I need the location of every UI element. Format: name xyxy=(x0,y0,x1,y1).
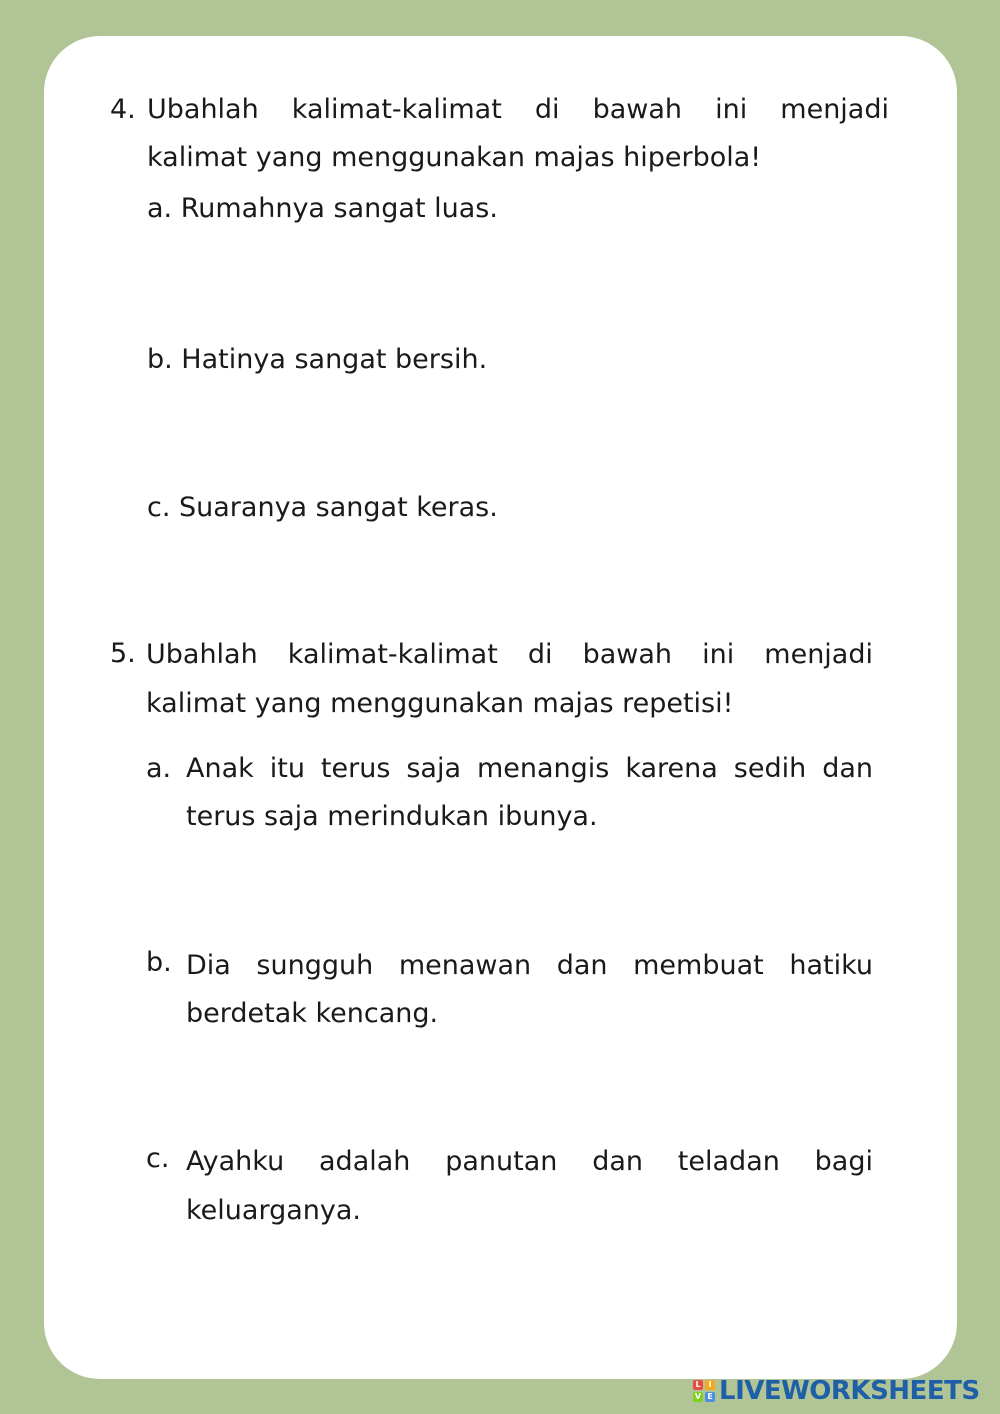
logo-tile-l: L xyxy=(693,1380,703,1390)
question-4-number: 4. xyxy=(110,94,136,125)
question-4-item-c: c. Suaranya sangat keras. xyxy=(147,492,498,523)
liveworksheets-logo-text: LIVEWORKSHEETS xyxy=(719,1376,980,1406)
logo-tile-v: V xyxy=(694,1392,702,1401)
question-4-item-b: b. Hatinya sangat bersih. xyxy=(147,344,488,375)
question-5-item-c-line1: Ayahku adalah panutan dan teladan bagi xyxy=(186,1146,873,1177)
logo-tile-e: E xyxy=(705,1392,715,1402)
liveworksheets-logo xyxy=(693,1377,980,1405)
question-4-item-a: a. Rumahnya sangat luas. xyxy=(147,193,498,224)
question-5-item-a-label: a. xyxy=(146,753,172,784)
question-5-prompt-line2: kalimat yang menggunakan majas repetisi! xyxy=(146,688,734,719)
question-5-item-c-label: c. xyxy=(146,1143,170,1174)
question-5-prompt-line1: Ubahlah kalimat-kalimat di bawah ini menjadi xyxy=(146,639,873,670)
question-5-item-b-label: b. xyxy=(146,947,172,978)
question-5-item-b-line2: berdetak kencang. xyxy=(186,998,439,1029)
question-4-prompt-line1: Ubahlah kalimat-kalimat di bawah ini menjadi xyxy=(147,94,889,125)
question-5-item-a-line2: terus saja merindukan ibunya. xyxy=(186,801,598,832)
liveworksheets-logo-icon xyxy=(693,1380,715,1402)
question-5-number: 5. xyxy=(110,638,136,669)
question-5-item-c-line2: keluarganya. xyxy=(186,1195,361,1226)
question-5-item-b-line1: Dia sungguh menawan dan membuat hatiku xyxy=(186,950,873,981)
question-5-item-a-line1: Anak itu terus saja menangis karena sedih dan xyxy=(186,753,873,784)
question-4-prompt-line2: kalimat yang menggunakan majas hiperbola! xyxy=(147,142,762,173)
logo-tile-i: I xyxy=(705,1380,715,1390)
